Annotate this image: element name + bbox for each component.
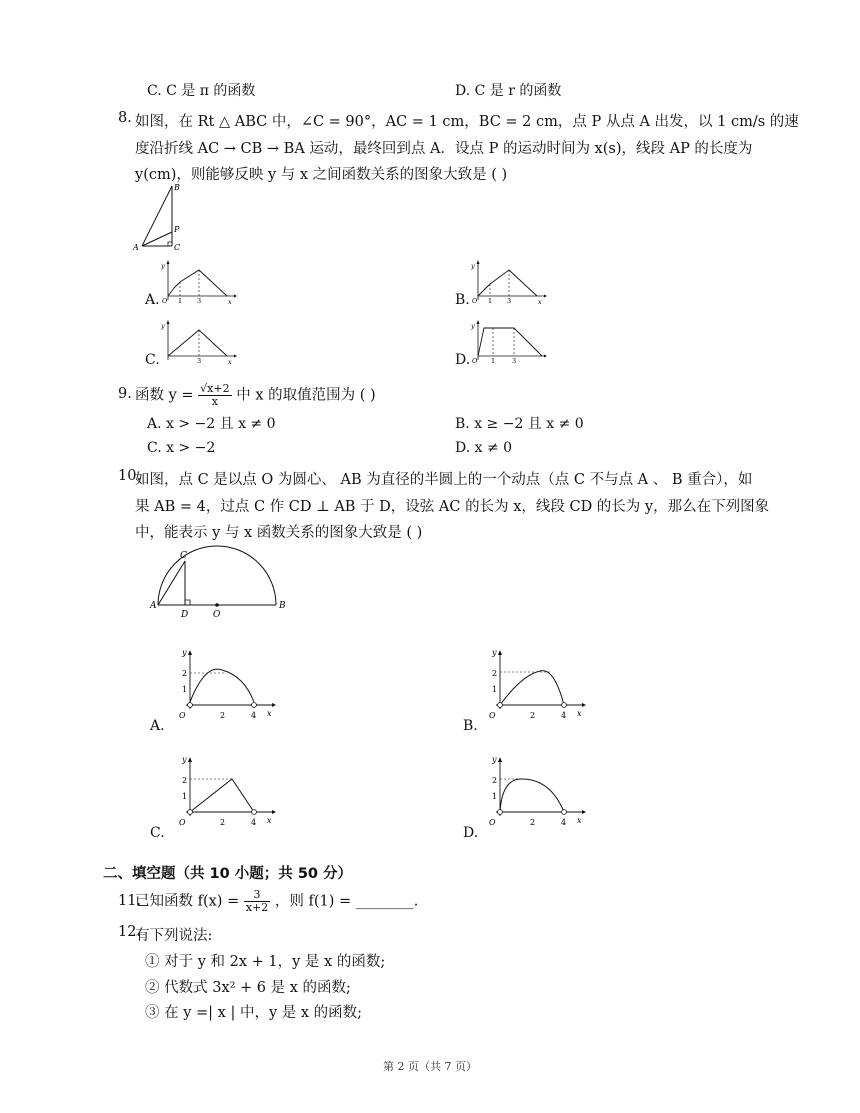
origin-label: O [472, 357, 478, 365]
q8-line1: 如图，在 Rt △ ABC 中，∠C = 90°，AC = 1 cm，BC = 2 cm，点 P 从点 A 出发，以 1 cm/s 的速 [135, 114, 799, 130]
axis-y-label: y [492, 755, 497, 764]
axis-y-label: y [471, 262, 475, 270]
q9-option-a: A. x > −2 且 x ≠ 0 [147, 416, 276, 432]
q9-stem [135, 383, 376, 408]
axis-y-label: y [161, 322, 165, 330]
q8-option-a-label: A. [145, 292, 160, 308]
tick-y2: 2 [182, 776, 188, 785]
q12-number: 12. [118, 924, 142, 940]
origin-label: O [179, 711, 186, 720]
axis-y-label: y [161, 262, 165, 270]
q7-option-d: D. C 是 r 的函数 [455, 83, 562, 99]
q8-triangle-figure [130, 180, 190, 255]
page-footer: 第 2 页（共 7 页） [383, 1060, 477, 1073]
q10-graph-c [168, 752, 283, 832]
q7-option-c: C. C 是 π 的函数 [147, 83, 256, 99]
q9-text-post: 中 x 的取值范围为 ( ) [236, 387, 376, 404]
q8-label-a: A [133, 243, 139, 252]
tick-y2: 2 [492, 776, 498, 785]
q10-label-o: O [213, 610, 221, 620]
q12-intro: 有下列说法: [135, 928, 213, 944]
q8-line2: 度沿折线 AC → CB → BA 运动，最终回到点 A．设点 P 的运动时间为 x(s)，线段 AP 的长度为 [135, 141, 753, 157]
tick-3: 3 [507, 297, 512, 305]
axis-y-label: y [182, 648, 187, 657]
q10-option-a-label: A. [150, 718, 165, 734]
tick-y2: 2 [182, 669, 188, 678]
q10-graph-a [168, 645, 283, 725]
q9-text-pre: 函数 y = [135, 387, 194, 404]
q8-label-c: C [174, 243, 181, 252]
q9-frac-den: x [211, 395, 218, 408]
q12-item-3: ③ 在 y =| x | 中，y 是 x 的函数; [145, 1005, 363, 1021]
origin-label: O [489, 818, 496, 827]
tick-y2: 2 [492, 669, 498, 678]
q8-graph-d [468, 318, 548, 366]
axis-x-label: x [228, 358, 232, 366]
q11-frac-num: 3 [244, 889, 270, 902]
tick-x4: 4 [561, 818, 567, 827]
q8-label-p: P [174, 225, 180, 234]
tick-x2: 2 [220, 711, 226, 720]
tick-y1: 1 [182, 685, 188, 694]
q8-number: 8. [118, 110, 132, 126]
origin-label: O [489, 711, 496, 720]
tick-1: 1 [488, 297, 493, 305]
tick-y1: 1 [182, 792, 188, 801]
q9-fraction [198, 383, 231, 408]
axis-y-label: y [182, 755, 187, 764]
axis-x-label: x [267, 709, 272, 718]
q10-line2: 果 AB = 4，过点 C 作 CD ⊥ AB 于 D，设弦 AC 的长为 x，线段 CD 的长为 y，那么在下列图象 [135, 499, 770, 515]
origin-label: O [472, 297, 478, 305]
q11-text-pre: 已知函数 f(x) = [135, 893, 240, 910]
tick-1: 1 [491, 357, 496, 365]
q11-fraction [244, 889, 270, 914]
q8-graph-b [468, 258, 548, 306]
q8-line3: y(cm)，则能够反映 y 与 x 之间函数关系的图象大致是 ( ) [135, 167, 508, 183]
q11-number: 11. [118, 893, 142, 909]
axis-x-label: x [267, 816, 272, 825]
q9-number: 9. [118, 386, 132, 402]
q10-option-b-label: B. [463, 718, 478, 734]
q9-option-d: D. x ≠ 0 [455, 440, 513, 456]
section-heading-fill-blank: 二、填空题（共 10 小题；共 50 分） [103, 866, 353, 882]
q10-line1: 如图，点 C 是以点 O 为圆心、 AB 为直径的半圆上的一个动点（点 C 不与点 A 、 B 重合），如 [135, 472, 753, 488]
q10-label-b: B [279, 601, 286, 611]
tick-x2: 2 [530, 818, 536, 827]
q8-option-d-label: D. [455, 352, 471, 368]
q8-option-b-label: B. [455, 292, 470, 308]
q9-option-c: C. x > −2 [147, 440, 216, 456]
q12-item-2: ② 代数式 3x² + 6 是 x 的函数; [145, 980, 351, 996]
tick-1: 1 [178, 297, 183, 305]
q10-label-c: C [180, 551, 187, 561]
q10-semicircle-figure [145, 545, 290, 623]
tick-y1: 1 [492, 685, 498, 694]
q8-graph-c [158, 318, 238, 366]
q10-option-d-label: D. [463, 825, 479, 841]
q10-label-a: A [150, 601, 157, 611]
axis-x-label: x [577, 816, 582, 825]
tick-x4: 4 [251, 711, 257, 720]
q10-graph-b [478, 645, 593, 725]
q8-label-b: B [174, 183, 180, 192]
axis-x-label: x [577, 709, 582, 718]
axis-y-label: y [471, 322, 475, 330]
q10-line3: 中，能表示 y 与 x 函数关系的图象大致是 ( ) [135, 525, 423, 541]
q11-text-post: ，则 f(1) = ________. [274, 893, 419, 910]
q10-number: 10. [118, 468, 142, 484]
axis-x-label: x [228, 298, 232, 306]
tick-x2: 2 [220, 818, 226, 827]
q12-item-1: ① 对于 y 和 2x + 1，y 是 x 的函数; [145, 954, 386, 970]
tick-x2: 2 [530, 711, 536, 720]
tick-3: 3 [512, 357, 517, 365]
q11-stem [135, 889, 418, 914]
axis-y-label: y [492, 648, 497, 657]
origin-label: O [162, 297, 168, 305]
origin-label: O [179, 818, 186, 827]
q9-option-b: B. x ≥ −2 且 x ≠ 0 [455, 416, 584, 432]
q10-label-d: D [181, 610, 189, 620]
tick-x4: 4 [251, 818, 257, 827]
tick-3: 3 [197, 357, 202, 365]
q8-graph-a [158, 258, 238, 306]
axis-x-label: x [538, 298, 542, 306]
tick-y1: 1 [492, 792, 498, 801]
tick-x4: 4 [561, 711, 567, 720]
q10-graph-d [478, 752, 593, 832]
q9-frac-num: √x+2 [200, 382, 230, 395]
q8-option-c-label: C. [145, 352, 160, 368]
tick-3: 3 [197, 297, 202, 305]
q10-option-c-label: C. [150, 825, 165, 841]
q11-frac-den: x+2 [245, 901, 269, 914]
